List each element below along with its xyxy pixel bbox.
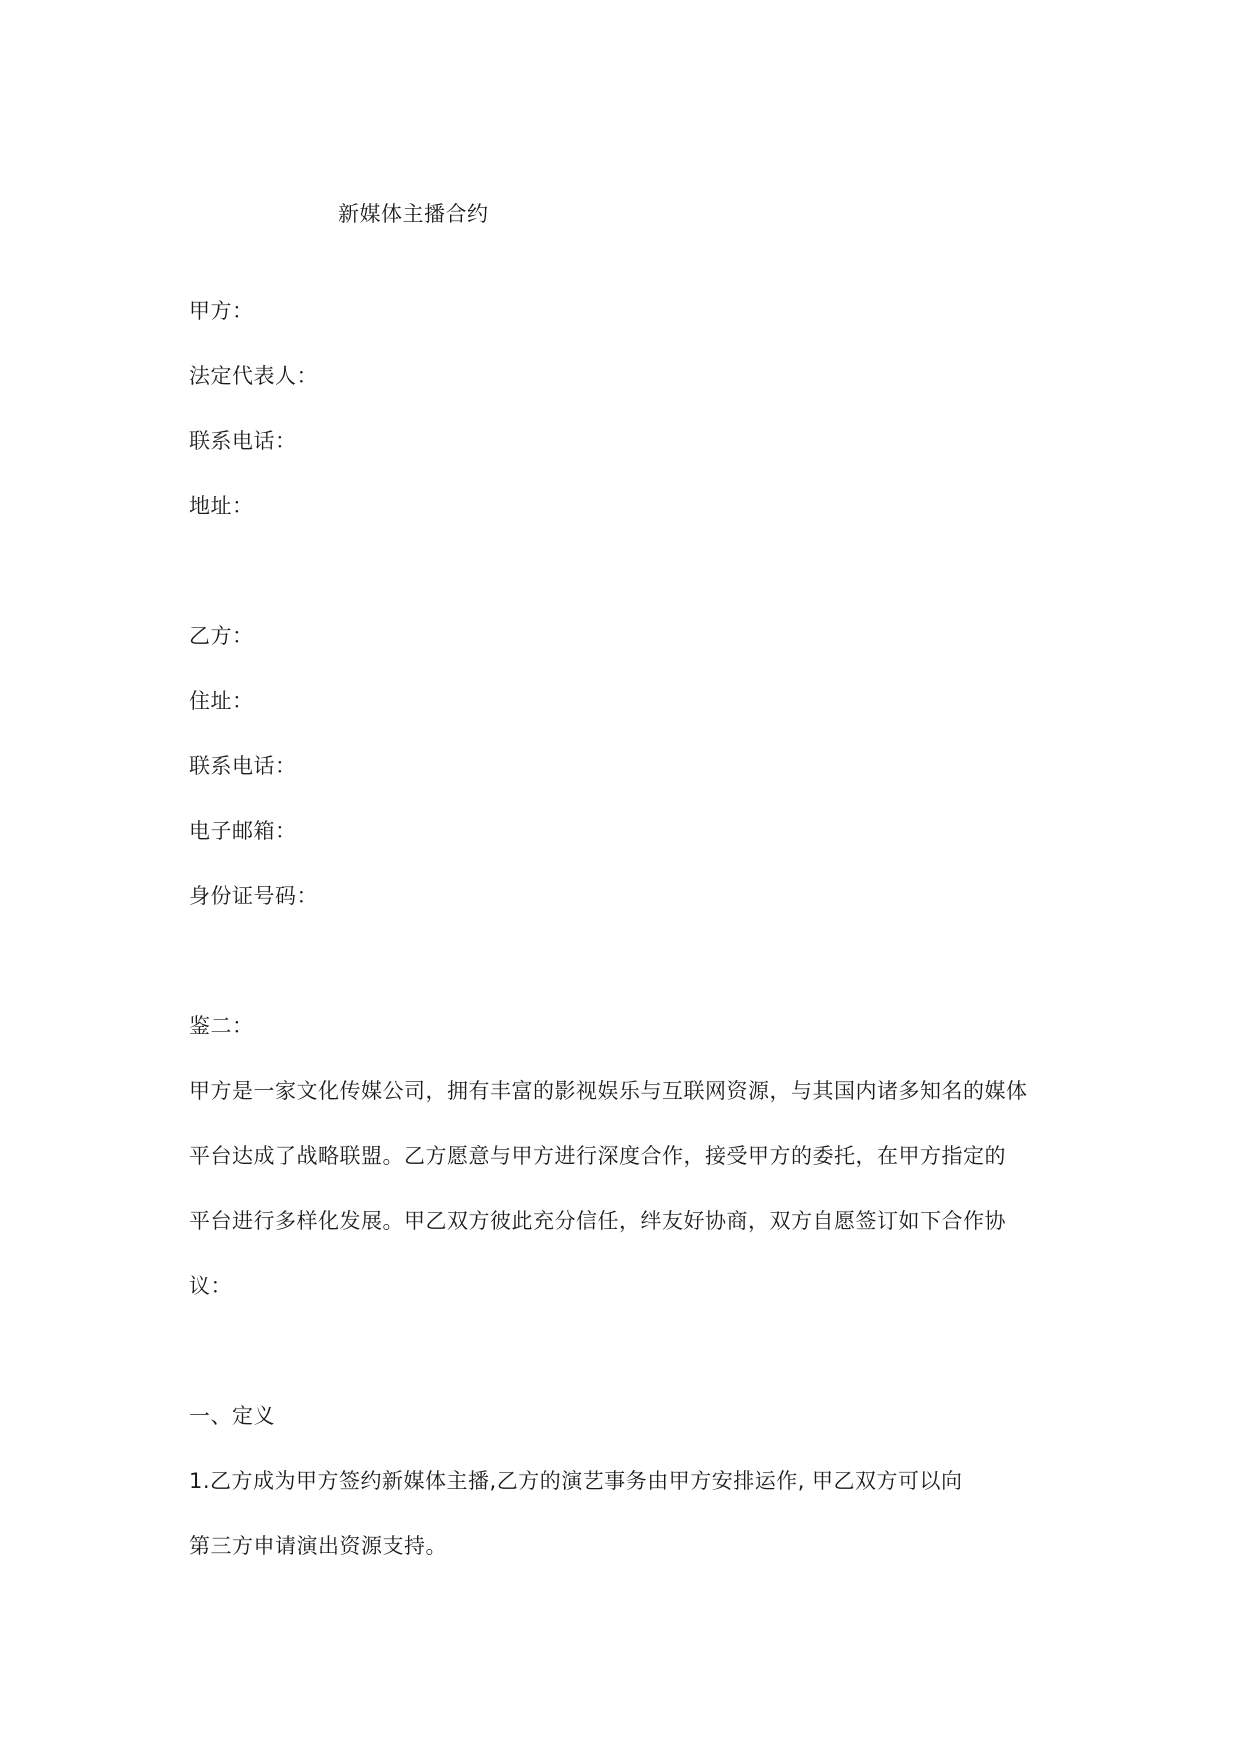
party-b-label: 乙方： <box>189 624 254 648</box>
party-a-label: 甲方： <box>189 299 254 323</box>
whereas-line: 平台进行多样化发展。甲乙双方彼此充分信任，绊友好协商，双方自愿签订如下合作协 <box>189 1209 1006 1233</box>
party-b-email: 电子邮箱： <box>189 819 297 843</box>
party-a-legal-rep: 法定代表人： <box>189 364 318 388</box>
party-a-phone: 联系电话： <box>189 429 297 453</box>
section-1-line: 1.乙方成为甲方签约新媒体主播,乙方的演艺事务由甲方安排运作, 甲乙双方可以向 <box>189 1469 963 1493</box>
party-b-phone: 联系电话： <box>189 754 297 778</box>
whereas-heading: 鉴二： <box>189 1014 254 1038</box>
party-b-id-number: 身份证号码： <box>189 884 318 908</box>
whereas-line: 甲方是一家文化传媒公司，拥有丰富的影视娱乐与互联网资源，与其国内诸多知名的媒体 <box>189 1079 1028 1103</box>
party-a-address: 地址： <box>189 494 254 518</box>
section-1-heading: 一、定义 <box>189 1404 275 1428</box>
whereas-line: 平台达成了战略联盟。乙方愿意与甲方进行深度合作，接受甲方的委托，在甲方指定的 <box>189 1144 1006 1168</box>
party-b-residence: 住址： <box>189 689 254 713</box>
whereas-line: 议： <box>189 1274 232 1298</box>
document-title: 新媒体主播合约 <box>338 202 489 226</box>
section-1-line: 第三方申请演出资源支持。 <box>189 1534 447 1558</box>
